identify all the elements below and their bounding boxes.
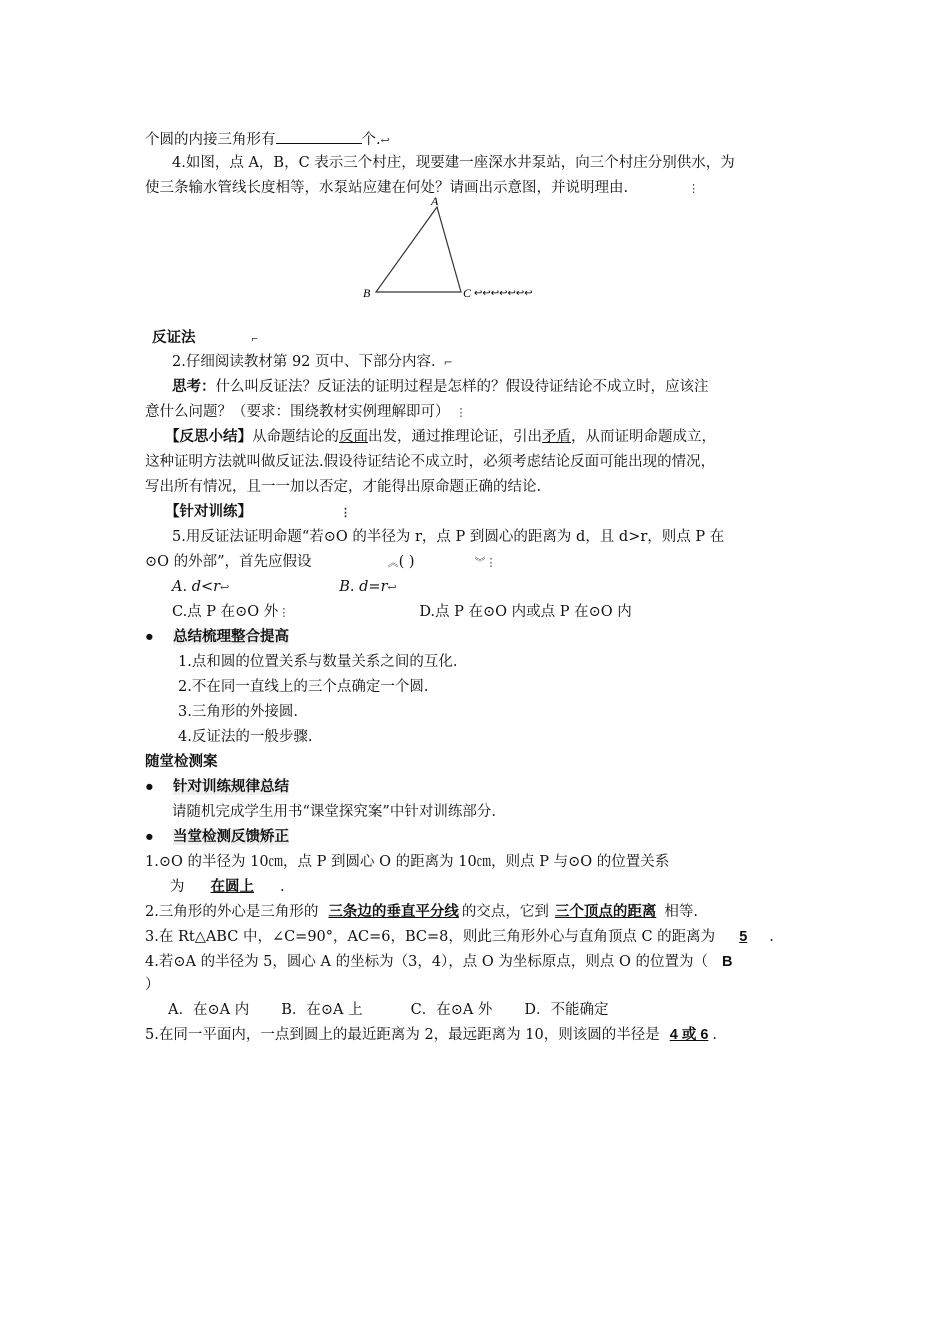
- vertex-c-label: C: [463, 286, 472, 300]
- q5-line1: 5.用反证法证明命题“若⊙O 的半径为 r，点 P 到圆心的距离为 d，且 d>r，则点 P 在: [172, 529, 725, 545]
- feedback-heading: ● 当堂检测反馈矫正: [145, 829, 289, 845]
- summary-line1: 【反思小结】从命题结论的反面出发，通过推理论证，引出矛盾，从而证明命题成立，: [165, 428, 716, 445]
- q5-line2: ⊙O 的外部”，首先应假设 ︽( ) ︾⋮: [145, 554, 497, 570]
- caret-down-icon: ︾⋮: [474, 556, 497, 569]
- bullet-icon: ●: [145, 829, 154, 845]
- bullet-icon: ●: [145, 779, 154, 795]
- think-line1: 思考：什么叫反证法？反证法的证明过程是怎样的？假设待证结论不成立时，应该注: [172, 378, 709, 395]
- vertex-a-label: A: [431, 194, 439, 208]
- anchor-mark-icon: ↩: [387, 581, 397, 594]
- q5-options-ab: A. d<r↩ B. d=r↩: [172, 579, 397, 595]
- answer-blank: [276, 128, 362, 144]
- vertex-b-label: B: [363, 286, 371, 300]
- paragraph-mark-icon: ⋮: [340, 506, 351, 519]
- step2: 2.仔细阅读教材第 92 页中、下部分内容. ⌐: [172, 354, 453, 370]
- q4-line2: 使三条输水管线长度相等，水泵站应建在何处？请画出示意图，并说明理由. ⋮: [145, 180, 700, 196]
- triangle-figure: [358, 193, 598, 305]
- fb-q5: 5.在同一平面内，一点到圆上的最近距离为 2，最远距离为 10，则该圆的半径是 4 或 6 .: [145, 1027, 718, 1043]
- prev-question-tail: 个圆的内接三角形有 个.↩: [145, 128, 390, 151]
- fb-q2: 2.三角形的外心是三角形的 三条边的垂直平分线 的交点，它到 三个顶点的距离 相等.: [145, 904, 698, 920]
- rule-summary-heading: ● 针对训练规律总结: [145, 779, 289, 795]
- fb-q1-line2: 为 在圆上 .: [170, 879, 285, 895]
- wrapup-item: 2.不在同一直线上的三个点确定一个圆.: [178, 679, 429, 695]
- wrapup-heading: ● 总结梳理整合提高: [145, 629, 289, 645]
- triangle-abc: [376, 207, 461, 292]
- fb-q4: 4.若⊙A 的半径为 5，圆心 A 的坐标为（3，4），点 O 为坐标原点，则点 O 的位置为（ B: [145, 954, 733, 970]
- fb-q5-answer: 4 或 6: [669, 1027, 709, 1043]
- think-line2: 意什么问题？（要求：围绕教材实例理解即可） ⋮: [145, 404, 467, 420]
- q4-line1: 4.如图，点 A，B，C 表示三个村庄，现要建一座深水井泵站，向三个村庄分别供水，为: [172, 155, 735, 171]
- bracket-mark-icon: ⌐: [443, 356, 453, 369]
- wrapup-item: 1.点和圆的位置关系与数量关系之间的互化.: [178, 654, 458, 670]
- fb-q4-options: A．在⊙A 内 B．在⊙A 上 C．在⊙A 外 D．不能确定: [168, 1002, 609, 1018]
- bracket-mark-icon: ⌐: [251, 333, 258, 345]
- wrapup-item: 4.反证法的一般步骤.: [178, 729, 313, 745]
- summary-line3: 写出所有情况，且一一加以否定，才能得出原命题正确的结论.: [145, 479, 542, 495]
- q5-options-cd: C.点 P 在⊙O 外⋮ D.点 P 在⊙O 内或点 P 在⊙O 内: [172, 604, 632, 620]
- paragraph-mark-icon: ⋮: [278, 606, 290, 619]
- fb-q4-close: ）: [145, 977, 160, 993]
- paragraph-mark-icon: ⋮: [455, 406, 467, 419]
- anchor-mark-icon: ↩: [220, 581, 230, 594]
- wrapup-item: 3.三角形的外接圆.: [178, 704, 298, 720]
- rule-summary-text: 请随机完成学生用书“课堂探究案”中针对训练部分.: [172, 804, 496, 820]
- anchor-marks-icon: ↩↩↩↩↩↩↩: [474, 288, 533, 299]
- fb-q4-answer: B: [722, 954, 733, 970]
- section-title-fzf: 反证法 ⌐: [152, 330, 258, 346]
- caret-up-icon: ︽: [387, 556, 399, 569]
- fb-q1-answer: 在圆上: [210, 879, 254, 895]
- bullet-icon: ●: [145, 629, 154, 645]
- fb-q3-answer: 5: [739, 929, 748, 945]
- fb-q2-answer2: 三个顶点的距离: [554, 904, 657, 920]
- anchor-mark-icon: ↩: [380, 134, 390, 147]
- test-title: 随堂检测案: [145, 754, 218, 770]
- training-title: 【针对训练】 ⋮: [165, 503, 351, 520]
- fb-q1-line1: 1.⊙O 的半径为 10㎝，点 P 到圆心 O 的距离为 10㎝，则点 P 与⊙O 的位置关系: [145, 854, 670, 870]
- summary-line2: 这种证明方法就叫做反证法.假设待证结论不成立时，必须考虑结论反面可能出现的情况，: [145, 454, 716, 470]
- paragraph-mark-icon: ⋮: [688, 182, 700, 195]
- fb-q2-answer1: 三条边的垂直平分线: [328, 904, 459, 920]
- fb-q3: 3.在 Rt△ABC 中，∠C=90°，AC=6，BC=8，则此三角形外心与直角顶点 C 的距离为 5 .: [145, 929, 774, 945]
